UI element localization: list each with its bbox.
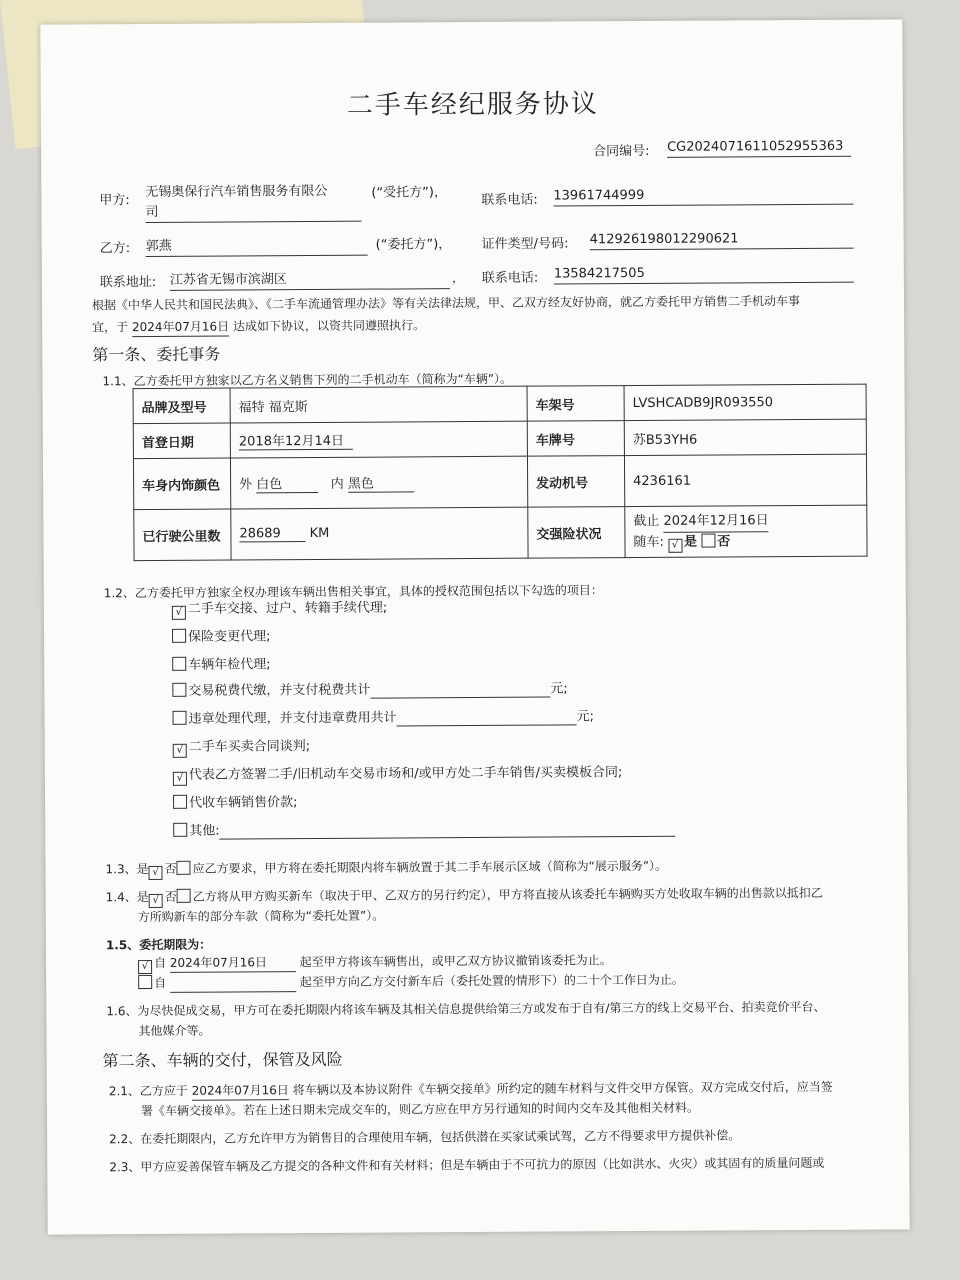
preamble-line-2b: 达成如下协议，以资共同遵照执行。 bbox=[232, 318, 425, 334]
contract-page bbox=[40, 19, 909, 1234]
clause-1-4-text: 乙方将从甲方购买新车（取决于甲、乙双方的另行约定），甲方将直接从该委托车辆购买方处收取车辆的出售款以抵扣乙 bbox=[192, 885, 823, 904]
clause-1-3-no-checkbox[interactable] bbox=[177, 861, 191, 875]
engine-label: 发动机号 bbox=[527, 456, 624, 508]
authorization-item-suffix: 元; bbox=[576, 709, 595, 725]
term-option-2-checkbox[interactable] bbox=[138, 975, 152, 989]
preamble-date: 2024年07月16日 bbox=[132, 317, 229, 337]
term-option-1-date: 2024年07月16日 bbox=[170, 953, 296, 973]
term-option-2-from: 自 bbox=[154, 975, 167, 990]
party-b-id: 412926198012290621 bbox=[590, 230, 854, 251]
contract-no: CG20240716110529553​63 bbox=[667, 138, 851, 158]
insurance-yes-checkbox[interactable]: √ bbox=[668, 538, 682, 552]
party-b-label: 乙方: bbox=[99, 241, 131, 257]
authorization-item-label: 其他: bbox=[189, 823, 220, 839]
authorization-item-label: 二手车交接、过户、转籍手续代理; bbox=[187, 600, 388, 617]
clause-2-2: 2.2、在委托期限内，乙方允许甲方为销售目的合理使用车辆，包括供潜在买家试乘试驾，乙方不得要求甲方提供补偿。 bbox=[109, 1128, 741, 1147]
authorization-item-checkbox[interactable] bbox=[173, 823, 187, 837]
authorization-item-label: 代表乙方签署二手/旧机动车交易市场和/或甲方处二手车销售/买卖模板合同; bbox=[188, 765, 623, 783]
authorization-item-label: 代收车辆销售价款; bbox=[189, 795, 298, 811]
mileage-unit: KM bbox=[309, 525, 330, 542]
authorization-item bbox=[173, 761, 623, 786]
clause-1-3-text: 应乙方要求，甲方将在委托期限内将车辆放置于其二手车展示区域（简称为“展示服务”）。 bbox=[192, 858, 668, 876]
clause-1-4-line-2: 方所购新车的部分车款（简称为“委托处置”）。 bbox=[137, 908, 385, 925]
clause-1-2: 1.2、乙方委托甲方独家全权办理该车辆出售相关事宜，具体的授权范围包括以下勾选的项目： bbox=[103, 583, 603, 601]
party-a-label: 甲方: bbox=[99, 193, 130, 209]
clause-1-3-no: 否 bbox=[164, 861, 177, 876]
plate-value: 苏B53YH6 bbox=[624, 419, 866, 455]
party-a-name-l1: 无锡奥保行汽车销售服务有限公 bbox=[145, 183, 328, 201]
authorization-item-label: 保险变更代理; bbox=[188, 629, 271, 645]
clause-1-1: 1.1、乙方委托甲方独家以乙方名义销售下列的二手机动车（简称为“车辆”）。 bbox=[102, 371, 513, 389]
authorization-item-label: 交易税费代缴，并支付税费共计 bbox=[188, 682, 371, 699]
section-1-heading: 第一条、委托事务 bbox=[92, 344, 221, 365]
clause-2-1-a: 2.1、乙方应于 bbox=[108, 1083, 188, 1099]
interior-color: 黑色 bbox=[348, 472, 414, 492]
address-label: 联系地址: bbox=[99, 274, 157, 291]
exterior-prefix: 外 bbox=[239, 477, 253, 493]
authorization-item-checkbox[interactable] bbox=[173, 795, 187, 809]
clause-2-1-line-2: 署《车辆交接单》。若在上述日期未完成交车的，则乙方应在甲方另行通知的时间内交车及其他相关材料。 bbox=[140, 1100, 699, 1119]
insurance-no-label: 否 bbox=[717, 533, 731, 550]
vin-label: 车架号 bbox=[527, 386, 624, 422]
authorization-item-checkbox[interactable] bbox=[173, 711, 187, 725]
authorization-item bbox=[172, 677, 568, 699]
engine-value: 4236161 bbox=[624, 454, 866, 506]
vin-value: LVSHCADB9JR093550 bbox=[624, 384, 866, 420]
party-a-phone: 13961744999 bbox=[553, 186, 853, 207]
color-label: 车身内饰颜色 bbox=[133, 458, 230, 510]
clause-1-3-yes-checkbox[interactable]: √ bbox=[149, 866, 163, 880]
clause-1-6-line-1: 1.6、为尽快促成交易，甲方可在委托期限内将该车辆及其相关信息提供给第三方或发布于自有/第三方的线上交易平台、拍卖竞价平台、 bbox=[106, 999, 826, 1019]
authorization-item bbox=[173, 735, 311, 758]
preamble-line-2a: 宜，于 bbox=[92, 320, 129, 335]
clause-1-5-heading: 1.5、委托期限为： bbox=[105, 937, 212, 953]
contract-no-label: 合同编号: bbox=[593, 143, 650, 160]
authorization-item-label: 车辆年检代理; bbox=[188, 657, 271, 673]
interior-prefix: 内 bbox=[330, 476, 344, 492]
section-2-heading: 第二条、车辆的交付，保管及风险 bbox=[102, 1049, 343, 1071]
authorization-item bbox=[173, 817, 676, 840]
authorization-item-checkbox[interactable] bbox=[172, 657, 186, 671]
insurance-yes-label: 是 bbox=[683, 534, 698, 550]
insurance-with-car: 随车: bbox=[633, 534, 664, 550]
address-comma: ， bbox=[451, 271, 465, 287]
authorization-item-suffix: 元; bbox=[550, 681, 568, 697]
clause-1-3-yes: 1.3、是 bbox=[105, 861, 149, 877]
party-b-phone-label: 联系电话: bbox=[481, 270, 539, 286]
authorization-item bbox=[172, 625, 271, 645]
insurance-until-prefix: 截止 bbox=[633, 513, 660, 529]
clause-1-6-line-2: 其他媒介等。 bbox=[138, 1023, 211, 1039]
clause-2-1-b: 将车辆以及本协议附件《车辆交接单》所约定的随车材料与文件交甲方保管。双方完成交付后，应当签 bbox=[292, 1079, 833, 1098]
party-b-phone: 13584217505 bbox=[554, 264, 854, 285]
clause-1-4-no: 否 bbox=[164, 889, 177, 904]
brand-label: 品牌及型号 bbox=[133, 388, 230, 424]
authorization-item-blank[interactable] bbox=[370, 682, 550, 699]
address-value: 江苏省无锡市滨湖区 bbox=[170, 270, 450, 291]
authorization-item bbox=[173, 791, 298, 811]
authorization-item bbox=[172, 653, 271, 673]
party-a-name-l2: 司 bbox=[145, 203, 361, 223]
party-b-role: (“委托方”)， bbox=[375, 237, 452, 253]
mileage-label: 已行驶公里数 bbox=[134, 509, 231, 561]
insurance-no-checkbox[interactable] bbox=[701, 533, 715, 547]
term-option-2-date bbox=[170, 973, 296, 993]
party-a-role: (“受托方”)， bbox=[371, 185, 448, 201]
clause-2-3: 2.3、甲方应妥善保管车辆及乙方提交的各种文件和有关材料；但是车辆由于不可抗力的原因（比如洪水、火灾）或其固有的质量问题或 bbox=[109, 1155, 825, 1175]
clause-2-1-date: 2024年07月16日 bbox=[192, 1081, 289, 1101]
authorization-item-checkbox[interactable]: √ bbox=[172, 606, 186, 620]
authorization-item-checkbox[interactable] bbox=[172, 629, 186, 643]
term-option-1-checkbox[interactable]: √ bbox=[138, 960, 152, 974]
party-b-id-label: 证件类型/号码: bbox=[481, 236, 569, 252]
term-option-1-text: 起至甲方将该车辆售出，或甲乙双方协议撤销该委托为止。 bbox=[299, 953, 612, 970]
authorization-item bbox=[172, 705, 594, 728]
authorization-item-checkbox[interactable]: √ bbox=[173, 744, 187, 758]
insurance-until-date: 2024年12月16日 bbox=[663, 511, 768, 533]
authorization-item-checkbox[interactable]: √ bbox=[173, 772, 187, 786]
term-option-1-from: 自 bbox=[154, 955, 167, 970]
authorization-item-blank[interactable] bbox=[220, 821, 676, 840]
document-title: 二手车经纪服务协议 bbox=[346, 89, 599, 121]
plate-label: 车牌号 bbox=[527, 421, 624, 457]
reg-date-value: 2018年12月14日 bbox=[239, 430, 353, 451]
term-option-2-text: 起至甲方向乙方交付新车后（委托处置的情形下）的二十个工作日为止。 bbox=[299, 972, 684, 990]
clause-1-4-yes: 1.4、是 bbox=[105, 889, 149, 905]
clause-1-4-no-checkbox[interactable] bbox=[177, 889, 191, 903]
brand-value: 福特 福克斯 bbox=[230, 386, 527, 423]
mileage-value: 28689 bbox=[239, 526, 305, 542]
reg-date-label: 首登日期 bbox=[133, 423, 230, 459]
exterior-color: 白色 bbox=[256, 473, 318, 493]
insurance-label: 交强险状况 bbox=[528, 507, 625, 559]
authorization-item-label: 二手车买卖合同谈判; bbox=[188, 739, 311, 755]
authorization-item-checkbox[interactable] bbox=[172, 683, 186, 697]
clause-1-4-yes-checkbox[interactable]: √ bbox=[149, 894, 163, 908]
vehicle-table bbox=[133, 384, 868, 561]
preamble-line-1: 根据《中华人民共和国民法典》、《二手车流通管理办法》等有关法律法规，甲、乙双方经友好协商，就乙方委托甲方销售二手机动车事 bbox=[91, 294, 801, 313]
authorization-item bbox=[172, 597, 388, 620]
authorization-item-blank[interactable] bbox=[397, 709, 577, 726]
party-b-name: 郭燕 bbox=[146, 237, 368, 257]
authorization-item-label: 违章处理代理，并支付违章费用共计 bbox=[188, 710, 397, 727]
party-a-phone-label: 联系电话: bbox=[481, 192, 538, 208]
